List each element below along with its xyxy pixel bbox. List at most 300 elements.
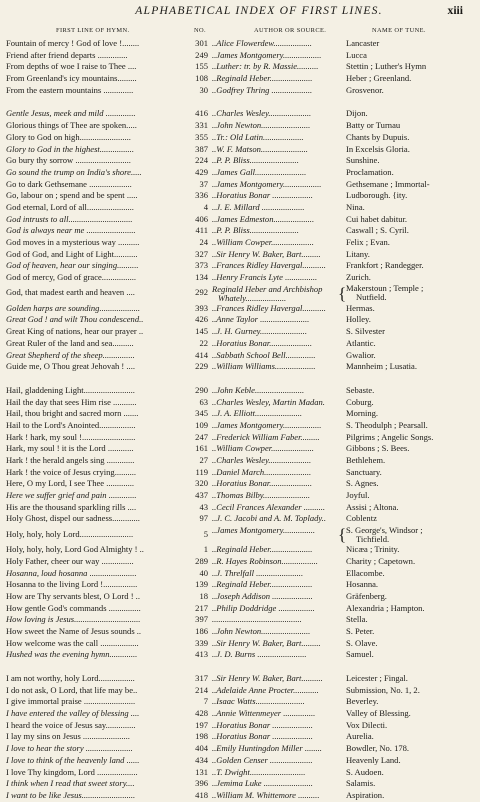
- hymn-tune: Lucca: [346, 49, 367, 60]
- hymn-number: 4: [203, 201, 208, 212]
- hymn-tune-line-2: Nutfield.: [356, 292, 387, 303]
- hymn-tune-line-1: Makerstoun ; Temple ;: [346, 283, 424, 294]
- hymn-author: ..James Montgomery..................: [212, 178, 322, 189]
- hymn-tune: Hosanna.: [346, 579, 379, 590]
- hymn-tune: Valley of Blessing.: [346, 708, 411, 719]
- hymn-author: ..Sir Henry W. Baker, Bart.........: [212, 637, 321, 648]
- hymn-first-line: Go to dark Gethsemane ....................: [6, 178, 132, 189]
- hymn-tune: Hermas.: [346, 302, 375, 313]
- hymn-author: ..Tr.: Old Latin...................: [212, 131, 304, 142]
- hymn-author: ..Sabbath School Bell..............: [212, 349, 316, 360]
- hymn-first-line: Glory to God on high........................: [6, 131, 131, 142]
- hymn-author: ..Jemima Luke .......................: [212, 778, 313, 789]
- hymn-tune: Nicæa ; Trinity.: [346, 544, 400, 555]
- hymn-author: ..Horatius Bonar ...................: [212, 731, 313, 742]
- hymn-tune-line-1: S. George's, Windsor ;: [346, 524, 423, 535]
- hymn-first-line: Holy Father, cheer our way ...............: [6, 555, 134, 566]
- brace-glyph: {: [338, 525, 347, 545]
- index-row: [0, 502, 480, 514]
- hymn-author: ..John Newton.......................: [212, 120, 311, 131]
- hymn-tune: Beverley.: [346, 696, 379, 707]
- index-row: [0, 225, 480, 237]
- hymn-author: ..Sir Henry W. Baker, Bart..........: [212, 673, 323, 683]
- index-row: [0, 144, 480, 156]
- hymn-tune: Caswall ; S. Cyril.: [346, 225, 409, 236]
- hymn-first-line: Great Ruler of the land and sea..........: [6, 337, 134, 348]
- hymn-first-line: Great God ! and wilt Thou condescend..: [6, 314, 144, 325]
- hymn-author: ..Cecil Frances Alexander ..........: [212, 501, 326, 512]
- hymn-number: 161: [195, 443, 208, 454]
- hymn-author: ..J. E. Millard ....................: [212, 201, 305, 212]
- index-row: [0, 73, 480, 85]
- brace-glyph: {: [338, 283, 347, 303]
- hymn-author: ..Reginald Heber....................: [212, 579, 313, 590]
- hymn-tune: Cui habet dabitur.: [346, 213, 408, 224]
- hymn-first-line: From the eastern mountains ..............: [6, 84, 134, 95]
- hymn-number: 197: [195, 719, 208, 730]
- hymn-author: ..Sir Henry W. Baker, Bart.........: [212, 248, 321, 259]
- index-row: [0, 525, 480, 544]
- index-row: [0, 767, 480, 779]
- page-number: xiii: [447, 4, 463, 17]
- index-row: [0, 61, 480, 73]
- hymn-first-line: Hosanna to the living Lord !................: [6, 579, 138, 590]
- hymn-tune: S. Peter.: [346, 625, 375, 636]
- hymn-tune: Ellacombe.: [346, 567, 385, 578]
- hymn-author: ..W. F. Matson......................: [212, 143, 308, 154]
- hymn-first-line: I lay my sins on Jesus ......................: [6, 731, 130, 742]
- hymn-number: 301: [195, 38, 208, 48]
- index-row: [0, 350, 480, 362]
- hymn-author: ..William M. Whittemore ..........: [212, 789, 320, 800]
- hymn-first-line: Gentle Jesus, meek and mild ..............: [6, 108, 136, 119]
- index-row: [0, 638, 480, 650]
- index-row: [0, 408, 480, 420]
- hymn-number: 317: [195, 673, 208, 683]
- hymn-first-line: Go, labour on ; spend and be spent .....: [6, 190, 138, 201]
- page-title: ALPHABETICAL INDEX OF FIRST LINES.: [135, 4, 383, 17]
- index-row: [0, 603, 480, 615]
- index-row: [0, 326, 480, 338]
- hymn-tune: Lancaster: [346, 38, 380, 48]
- hymn-first-line: His are the thousand sparkling rills ....: [6, 501, 137, 512]
- hymn-tune: Heavenly Land.: [346, 754, 401, 765]
- hymn-number: 40: [199, 567, 208, 578]
- hymn-tune: Nina.: [346, 201, 365, 212]
- index-row: [0, 443, 480, 455]
- index-row: [0, 202, 480, 214]
- hymn-first-line: Hail to the Lord's Anointed.................: [6, 419, 136, 430]
- hymn-author: ..Charles Wesley....................: [212, 108, 312, 119]
- hymn-tune: S. Silvester: [346, 326, 385, 337]
- hymn-author: ..Frances Ridley Havergal...........: [212, 260, 326, 271]
- hymn-tune: Charity ; Capetown.: [346, 555, 416, 566]
- hymn-author-line-1: ..James Montgomery...............: [212, 525, 316, 536]
- index-row: [0, 614, 480, 626]
- index-row: [0, 432, 480, 444]
- hymn-number: 109: [195, 419, 208, 430]
- hymn-author: ..P. P. Bliss.......................: [212, 225, 299, 236]
- hymn-number: 355: [195, 131, 208, 142]
- hymn-tune: Frankfort ; Randegger.: [346, 260, 424, 271]
- hymn-author: ..R. Hayes Robinson.................: [212, 555, 318, 566]
- hymn-tune: Gräfenberg.: [346, 590, 387, 601]
- hymn-author: ..Daniel March......................: [212, 466, 312, 477]
- hymn-author: ..Horatius Bonar....................: [212, 337, 312, 348]
- index-row: [0, 685, 480, 697]
- hymn-number: 411: [195, 225, 208, 236]
- hymn-tune: Gibbons ; S. Bees.: [346, 443, 410, 454]
- hymn-number: 289: [195, 555, 208, 566]
- hymn-first-line: Glorious things of Thee are spoken.....: [6, 120, 137, 131]
- hymn-number: 290: [195, 384, 208, 395]
- index-row: [0, 649, 480, 661]
- hymn-first-line: I love to think of the heavenly land ......: [6, 754, 140, 765]
- hymn-author: ..Emily Huntingdon Miller ........: [212, 743, 322, 754]
- hymn-tune: Assisi ; Altona.: [346, 501, 399, 512]
- hymn-number: 18: [199, 590, 208, 601]
- hymn-author: ..Charles Wesley....................: [212, 455, 312, 465]
- hymn-number: 437: [195, 490, 208, 501]
- hymn-first-line: Friend after friend departs ..............: [6, 49, 128, 60]
- index-row: [0, 556, 480, 568]
- index-row: [0, 108, 480, 120]
- hymn-author: ..P. P. Bliss.......................: [212, 155, 299, 166]
- hymn-number: 5: [203, 528, 208, 539]
- hymn-first-line: God, that madest earth and heaven ....: [6, 287, 135, 298]
- index-row: [0, 790, 480, 802]
- hymn-first-line: Holy, holy, holy, Lord God Almighty ! ..: [6, 544, 144, 555]
- hymn-author: ..Horatius Bonar ...................: [212, 719, 313, 730]
- hymn-first-line: How sweet the Name of Jesus sounds ..: [6, 625, 142, 636]
- hymn-author: ..Luther: tr. by R. Massie..........: [212, 61, 319, 72]
- hymn-first-line: Hosanna, loud hosanna ......................: [6, 567, 137, 578]
- hymn-number: 434: [195, 754, 208, 765]
- hymn-author: ..Horatius Bonar....................: [212, 478, 312, 489]
- column-header-tune: NAME OF TUNE.: [372, 27, 426, 34]
- hymn-number: 393: [195, 302, 208, 313]
- index-row: [0, 731, 480, 743]
- section-gap: [0, 96, 480, 108]
- section-gap: [0, 661, 480, 673]
- hymn-author-line-2: Whately...................: [218, 292, 287, 303]
- hymn-tune: Litany.: [346, 248, 370, 259]
- hymn-tune: S. Theodulph ; Pearsall.: [346, 419, 428, 430]
- hymn-number: 214: [195, 684, 208, 695]
- index-row: [0, 385, 480, 397]
- index-row: [0, 696, 480, 708]
- hymn-author: ..William Cowper....................: [212, 237, 314, 247]
- hymn-number: 327: [195, 248, 208, 259]
- hymn-author: ..Reginald Heber....................: [212, 544, 313, 555]
- hymn-first-line: Hushed was the evening hymn.............: [6, 649, 138, 660]
- hymn-first-line: I am not worthy, holy Lord.................: [6, 673, 135, 683]
- hymn-number: 339: [195, 637, 208, 648]
- index-row: [0, 591, 480, 603]
- index-row: [0, 361, 480, 373]
- hymn-number: 145: [195, 326, 208, 337]
- hymn-first-line: Hark ! hark, my soul !.........................: [6, 431, 136, 442]
- index-row: [0, 249, 480, 261]
- index-row: [0, 179, 480, 191]
- hymn-tune: Dijon.: [346, 108, 368, 119]
- page-header: [0, 4, 480, 20]
- hymn-tune: Sebaste.: [346, 384, 375, 395]
- index-row: [0, 455, 480, 467]
- hymn-number: 108: [195, 73, 208, 84]
- hymn-tune: Alexandria ; Hampton.: [346, 602, 425, 613]
- hymn-tune: Bethlehem.: [346, 455, 386, 465]
- hymn-author: ..J. A. Elliott......................: [212, 408, 303, 419]
- hymn-number: 413: [195, 649, 208, 660]
- index-row: [0, 272, 480, 284]
- hymn-tune: Aurelia.: [346, 731, 374, 742]
- hymn-index: [0, 38, 480, 802]
- hymn-tune: S. Audoen.: [346, 766, 384, 777]
- hymn-author: ..Philip Doddridge .................: [212, 602, 315, 613]
- hymn-number: 224: [195, 155, 208, 166]
- index-row: [0, 673, 480, 685]
- hymn-number: 24: [199, 237, 208, 247]
- section-gap: [0, 373, 480, 385]
- hymn-tune: Batty or Turnau: [346, 120, 401, 131]
- hymn-tune: Zurich.: [346, 272, 371, 283]
- index-row: [0, 260, 480, 272]
- hymn-author: ..J. C. Jacobi and A. M. Toplady..: [212, 513, 326, 524]
- hymn-first-line: Hail the day that sees Him rise ...........: [6, 396, 137, 407]
- index-row: [0, 132, 480, 144]
- index-row: [0, 85, 480, 97]
- hymn-author: ..Henry Francis Lyte ...............: [212, 272, 318, 283]
- hymn-number: 418: [195, 789, 208, 800]
- hymn-tune: Gwalior.: [346, 349, 376, 360]
- index-row: [0, 708, 480, 720]
- hymn-first-line: Holy Ghost, dispel our sadness.............: [6, 513, 140, 524]
- index-row: [0, 284, 480, 303]
- index-row: [0, 237, 480, 249]
- index-row: [0, 478, 480, 490]
- hymn-number: 186: [195, 625, 208, 636]
- hymn-number: 373: [195, 260, 208, 271]
- hymn-author: ..William Williams...................: [212, 361, 316, 372]
- hymn-author: ..John Keble.......................: [212, 384, 305, 395]
- index-row: [0, 490, 480, 502]
- hymn-tune: Chants by Dupuis.: [346, 131, 410, 142]
- hymn-author: ..James Montgomery..................: [212, 419, 322, 430]
- hymn-number: 131: [195, 766, 208, 777]
- column-header-author: AUTHOR OR SOURCE.: [254, 27, 327, 34]
- hymn-first-line: How gentle God's commands ...............: [6, 602, 141, 613]
- index-row: [0, 190, 480, 202]
- hymn-number: 30: [199, 84, 208, 95]
- index-row: [0, 626, 480, 638]
- hymn-author: ..........................................: [212, 614, 302, 625]
- hymn-author: ..Adelaide Anne Procter............: [212, 684, 319, 695]
- hymn-number: 119: [195, 466, 208, 477]
- hymn-tune: Proclamation.: [346, 166, 394, 177]
- hymn-tune: Samuel.: [346, 649, 374, 660]
- hymn-number: 63: [199, 396, 208, 407]
- hymn-first-line: God of God, and Light of Light...........: [6, 248, 138, 259]
- hymn-tune: Coblentz: [346, 513, 377, 524]
- hymn-number: 428: [195, 708, 208, 719]
- hymn-tune: Bowdler, No. 178.: [346, 743, 410, 754]
- hymn-number: 27: [199, 455, 208, 465]
- hymn-author: ..James Edmeston...................: [212, 213, 315, 224]
- index-row: [0, 467, 480, 479]
- hymn-author: ..Thomas Bilby......................: [212, 490, 311, 501]
- hymn-number: 426: [195, 314, 208, 325]
- hymn-number: 396: [195, 778, 208, 789]
- hymn-first-line: I love Thy kingdom, Lord ...................: [6, 766, 138, 777]
- hymn-tune: Ludborough. {ity.: [346, 190, 408, 201]
- index-row: [0, 155, 480, 167]
- column-header-first-line: FIRST LINE OF HYMN.: [56, 27, 130, 34]
- hymn-first-line: Hark, my soul ! it is the Lord ............: [6, 443, 134, 454]
- hymn-tune: Grosvenor.: [346, 84, 384, 95]
- hymn-tune: Stettin ; Luther's Hymn: [346, 61, 427, 72]
- hymn-first-line: I do not ask, O Lord, that life may be..: [6, 684, 138, 695]
- hymn-tune: Morning.: [346, 408, 379, 419]
- hymn-tune: Sanctuary.: [346, 466, 382, 477]
- hymn-tune: Holley.: [346, 314, 371, 325]
- hymn-author: ..Horatius Bonar ...................: [212, 190, 313, 201]
- index-row: [0, 755, 480, 767]
- column-header-number: NO.: [194, 27, 207, 34]
- hymn-number: 331: [195, 120, 208, 131]
- hymn-number: 414: [195, 349, 208, 360]
- index-row: [0, 720, 480, 732]
- hymn-author: ..James Gall........................: [212, 166, 307, 177]
- hymn-number: 336: [195, 190, 208, 201]
- hymn-author: ..Godfrey Thring ...................: [212, 84, 313, 95]
- index-row: [0, 214, 480, 226]
- hymn-number: 22: [199, 337, 208, 348]
- hymn-first-line: Holy, holy, holy Lord.........................: [6, 528, 134, 539]
- hymn-number: 429: [195, 166, 208, 177]
- hymn-tune: Aspiration.: [346, 789, 385, 800]
- index-row: [0, 338, 480, 350]
- hymn-first-line: I heard the voice of Jesus say..............: [6, 719, 136, 730]
- hymn-author: ..J. D. Burns .......................: [212, 649, 307, 660]
- hymn-first-line: God moves in a mysterious way ..........: [6, 237, 140, 247]
- hymn-first-line: Glory to God in the highest................: [6, 143, 134, 154]
- hymn-tune: Salamis.: [346, 778, 376, 789]
- hymn-number: 1: [203, 544, 208, 555]
- hymn-first-line: God intrusts to all..............................: [6, 213, 133, 224]
- hymn-first-line: I have entered the valley of blessing ....: [6, 708, 140, 719]
- hymn-number: 139: [195, 579, 208, 590]
- hymn-first-line: Guide me, O Thou great Jehovah ! ....: [6, 361, 135, 372]
- index-row: [0, 50, 480, 62]
- hymn-tune: Gethsemane ; Immortal-: [346, 178, 430, 189]
- hymn-number: 43: [199, 501, 208, 512]
- hymn-tune: Coburg.: [346, 396, 374, 407]
- hymn-first-line: Go sound the trump on India's shore.....: [6, 166, 142, 177]
- hymn-author: ..J. H. Gurney......................: [212, 326, 307, 337]
- hymn-author: ..Charles Wesley, Martin Madan.: [212, 396, 325, 407]
- hymn-author: ..Reginald Heber....................: [212, 73, 313, 84]
- hymn-tune: Joyful.: [346, 490, 370, 501]
- hymn-tune-line-2: Tichfield.: [356, 533, 390, 544]
- hymn-number: 247: [195, 431, 208, 442]
- hymn-first-line: How welcome was the call ..................: [6, 637, 139, 648]
- hymn-first-line: From depths of woe I raise to Thee ....: [6, 61, 137, 72]
- hymn-first-line: I think when I read that sweet story....: [6, 778, 135, 789]
- hymn-tune: Leicester ; Fingal.: [346, 673, 408, 683]
- index-row: [0, 743, 480, 755]
- hymn-number: 387: [195, 143, 208, 154]
- hymn-first-line: Go bury thy sorrow ..........................: [6, 155, 131, 166]
- hymn-number: 345: [195, 408, 208, 419]
- hymn-first-line: How loving is Jesus...............................: [6, 614, 141, 625]
- hymn-number: 249: [195, 49, 208, 60]
- hymn-first-line: I want to be like Jesus.........................: [6, 789, 136, 800]
- hymn-first-line: Hark ! the herald angels sing .............: [6, 455, 135, 465]
- hymn-number: 229: [195, 361, 208, 372]
- hymn-author: ..J. Threlfall ......................: [212, 567, 304, 578]
- hymn-first-line: From Greenland's icy mountains.........: [6, 73, 137, 84]
- hymn-tune: Submission, No. 1, 2.: [346, 684, 420, 695]
- column-headers: [0, 27, 480, 37]
- hymn-number: 397: [195, 614, 208, 625]
- hymn-first-line: Hark ! the voice of Jesus crying..........: [6, 466, 137, 477]
- hymn-author: ..T. Dwight..........................: [212, 766, 306, 777]
- index-row: [0, 303, 480, 315]
- hymn-number: 320: [195, 478, 208, 489]
- hymn-first-line: Great Shepherd of the sheep...............: [6, 349, 135, 360]
- hymn-first-line: Here we suffer grief and pain .............: [6, 490, 137, 501]
- hymn-first-line: How are Thy servants blest, O Lord ! ..: [6, 590, 140, 601]
- hymn-tune: In Excelsis Gloria.: [346, 143, 410, 154]
- hymn-tune: Heber ; Greenland.: [346, 73, 412, 84]
- hymn-first-line: Golden harps are sounding...................: [6, 302, 141, 313]
- hymn-number: 7: [203, 696, 208, 707]
- index-row: [0, 778, 480, 790]
- index-row: [0, 120, 480, 132]
- hymn-first-line: Fountain of mercy ! God of love !........: [6, 38, 140, 48]
- index-row: [0, 579, 480, 591]
- index-row: [0, 167, 480, 179]
- hymn-number: 404: [195, 743, 208, 754]
- hymn-first-line: God of heaven, hear our singing..........: [6, 260, 139, 271]
- hymn-author: ..John Newton.......................: [212, 625, 311, 636]
- index-row: [0, 568, 480, 580]
- index-row: [0, 38, 480, 50]
- hymn-tune: Sunshine.: [346, 155, 380, 166]
- hymn-author: ..Annie Wittenmeyer ...............: [212, 708, 316, 719]
- hymn-first-line: God of mercy, God of grace................: [6, 272, 136, 283]
- hymn-number: 217: [195, 602, 208, 613]
- hymn-number: 198: [195, 731, 208, 742]
- hymn-first-line: Here, O my Lord, I see Thee .............: [6, 478, 135, 489]
- hymn-tune: Felix ; Evan.: [346, 237, 390, 247]
- hymn-number: 292: [195, 287, 208, 298]
- index-row: [0, 513, 480, 525]
- hymn-tune: S. Olave.: [346, 637, 378, 648]
- hymn-tune: Mannheim ; Lusatia.: [346, 361, 417, 372]
- hymn-first-line: Great King of nations, hear our prayer ..: [6, 326, 144, 337]
- hymn-first-line: Hail, thou bright and sacred morn .......: [6, 408, 139, 419]
- hymn-tune: Stella.: [346, 614, 368, 625]
- hymn-number: 155: [195, 61, 208, 72]
- hymn-number: 134: [195, 272, 208, 283]
- hymn-tune: S. Agnes.: [346, 478, 379, 489]
- hymn-author: ..William Cowper....................: [212, 443, 314, 454]
- hymn-first-line: God is always near me .......................: [6, 225, 136, 236]
- index-row: [0, 397, 480, 409]
- index-row: [0, 544, 480, 556]
